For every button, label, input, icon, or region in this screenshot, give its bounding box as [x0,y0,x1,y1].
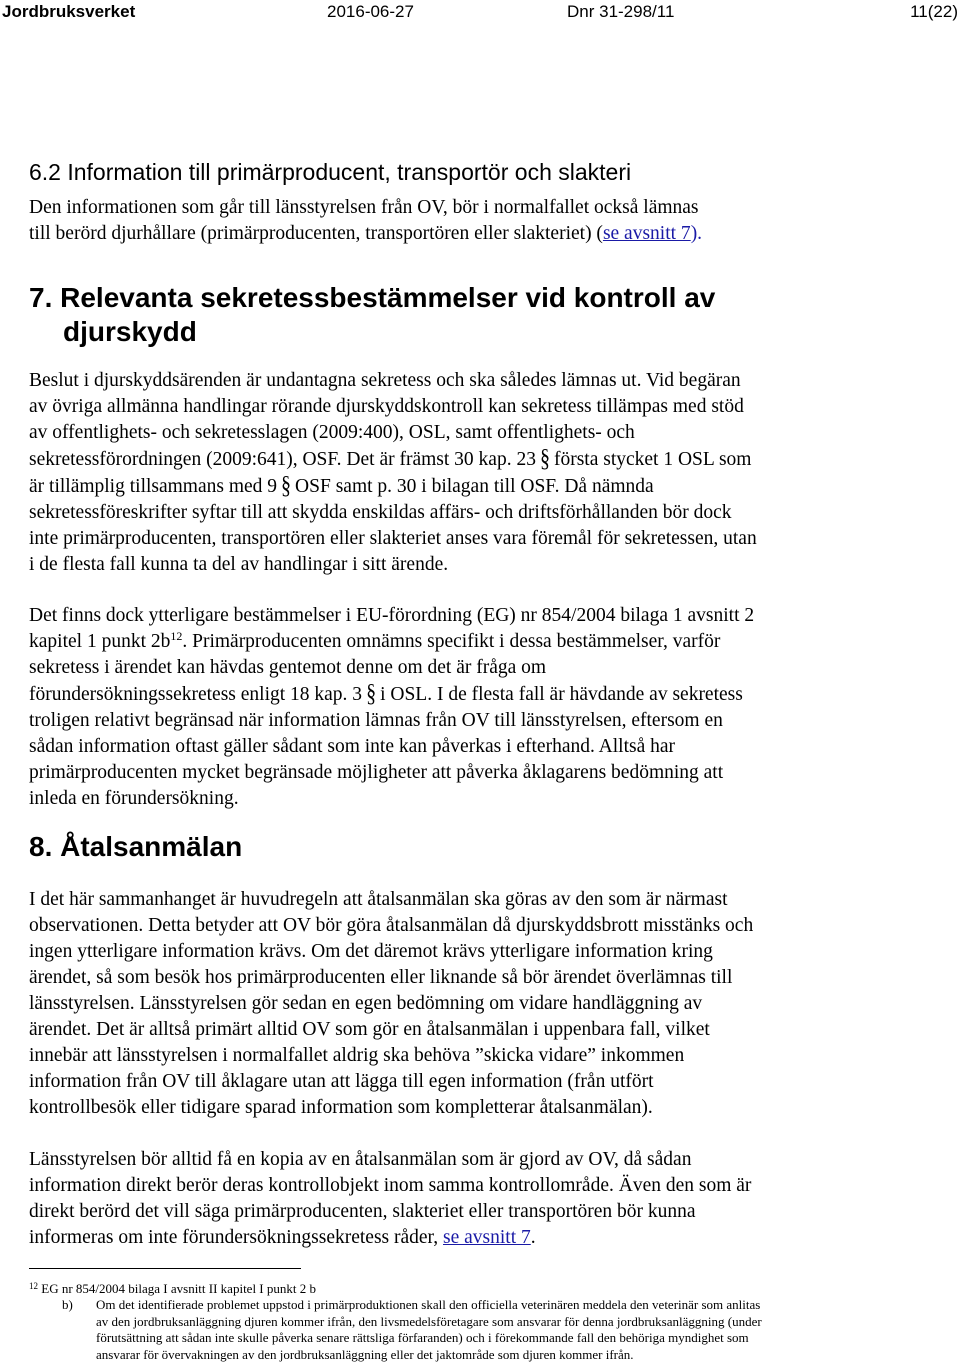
header-org: Jordbruksverket [2,2,136,21]
paragraph-line: Beslut i djurskyddsärenden är undantagna sekretess och ska således lämnas ut. Vid begäran [29,370,741,391]
paragraph-line: I det här sammanhanget är huvudregeln att åtalsanmälan ska göras av den som är närmast [29,889,728,910]
paragraph-line: ärendet, så som besök hos primärproducenten eller liknande så bör ärendet överlämnas till [29,967,733,988]
header-page-number: 11(22) [910,2,958,21]
paragraph-line: sekretessföreskrifter syftar till att skydda enskildas affärs- och driftsförhållanden bör dock [29,502,732,523]
section-8-heading [29,830,242,864]
paragraph-line: information direkt berör deras kontrollobjekt inom samma kontrollområde. Även den som är [29,1175,752,1196]
footnote-12 [29,1281,316,1298]
paragraph-line: av övriga allmänna handlingar rörande djurskyddskontroll kan sekretess tillämpas med stöd [29,396,744,417]
paragraph-line: ärendet. Det är alltså primärt alltid OV som gör en åtalsanmälan i uppenbara fall, vilket [29,1019,710,1040]
section-symbol: § [366,680,377,708]
paragraph-line [29,1225,751,1251]
paragraph-line: av offentlighets- och sekretesslagen (2009:400), OSL, samt offentlighets- och [29,422,635,443]
paragraph-line: kontrollbesök eller tidigare sparad information som kompletterar åtalsanmälan). [29,1097,653,1118]
text-run: till berörd djurhållare (primärproducenten, transportören eller slakteriet) ( [29,223,603,244]
section-8-paragraph-2 [29,1147,751,1251]
text-run: i OSL. I de flesta fall är hävdande av sekretess [380,684,743,705]
text-run: är tillämplig tillsammans med 9 [29,476,278,497]
paragraph-line: sekretess i ärendet kan hävdas gentemot denne om det är fråga om [29,657,547,678]
paragraph-line: information från OV till åklagare utan att lägga till egen information (från utfört [29,1071,654,1092]
header-date: 2016-06-27 [327,2,414,21]
paragraph-line: länsstyrelsen. Länsstyrelsen gör sedan en egen bedömning om vidare handläggning av [29,993,703,1014]
section-8-paragraph-1 [29,887,753,1121]
section-symbol: § [281,472,292,500]
header-dnr: Dnr 31-298/11 [567,2,675,21]
paragraph-line: Länsstyrelsen bör alltid få en kopia av en åtalsanmälan som är gjord av OV, då sådan [29,1149,692,1170]
footnote-item-text [96,1297,916,1363]
footnote-line: Om det identifierade problemet uppstod i primärproduktionen skall den officiella veterinären meddela den veterinär som anlitas [96,1297,761,1312]
footnote-number: 12 [29,1281,38,1291]
section-symbol: § [539,445,550,473]
paragraph-line: ingen ytterligare information krävs. Om det däremot krävs ytterligare information kring [29,941,713,962]
link-see-section-7[interactable]: se avsnitt 7 [602,223,691,244]
paragraph-line: i de flesta fall kunna ta del av handlingar i sitt ärende. [29,554,449,575]
section-7-paragraph-2 [29,603,754,812]
section-7-paragraph-1 [29,368,757,578]
text-run: informeras om inte förundersökningssekretess råder, [29,1227,444,1248]
paragraph-line: direkt berörd det vill säga primärproducenten, slakteriet eller transportören bör kunna [29,1201,696,1222]
text-run: sekretessförordningen (2009:641), OSF. Det är främst 30 kap. 23 [29,449,536,470]
heading-line: 7. Relevanta sekretessbestämmelser vid kontroll av [29,282,716,313]
paragraph-line [29,681,754,708]
text-run: . Primärproducenten omnämns specifikt i dessa bestämmelser, varför [182,631,721,652]
text-run: OSF samt p. 30 i bilagan till OSF. Då nämnda [295,476,654,497]
footnote-line: förutsättning att sådan inte skulle påverka senare rättsliga förfaranden) och i förekommande fall den behöriga myndighet som [96,1330,749,1345]
text-run: . [530,1227,536,1248]
heading-line: 8. Åtalsanmälan [29,831,243,862]
paragraph-line: observationen. Detta betyder att OV bör göra åtalsanmälan då djurskyddsbrott misstänks och [29,915,754,936]
footnote-item-label: b) [62,1297,73,1312]
paragraph-line: inte primärproducenten, transportören eller slakteriet anses vara föremål för sekretessen, utan [29,528,757,549]
heading-line: djurskydd [63,316,197,347]
paragraph-line [29,221,702,247]
paragraph-line [29,473,757,500]
text-run: kapitel 1 punkt 2b [29,631,171,652]
paragraph-line: sådan information oftast gäller sådant som inte kan påverkas i efterhand. Alltså har [29,736,676,757]
paragraph-line: Det finns dock ytterligare bestämmelser i EU-förordning (EG) nr 854/2004 bilaga 1 avsnitt 2 [29,605,755,626]
footnote-text: EG nr 854/2004 bilaga I avsnitt II kapitel I punkt 2 b [41,1281,317,1296]
section-6-2-paragraph [29,195,702,247]
footnote-reference[interactable]: 12 [170,629,183,643]
paragraph-line [29,446,757,473]
section-7-heading [29,281,715,349]
paragraph-line: inleda en förundersökning. [29,788,239,809]
text-run: första stycket 1 OSL som [553,449,752,470]
footnote-line: av den jordbruksanläggning djuren kommer ifrån, den livsmedelsföretagare som ansvarar för denna jordbruksanläggning (under [96,1313,762,1329]
text-run: ). [690,223,703,244]
paragraph-line [29,629,754,655]
link-see-section-7[interactable]: se avsnitt 7 [443,1227,531,1248]
section-6-2-heading: 6.2 Information till primärproducent, transportör och slakteri [29,159,632,185]
paragraph-line: troligen relativt begränsad när information lämnas från OV till länsstyrelsen, eftersom en [29,710,723,731]
footnote-line: ansvarar för övervakningen av den jordbruksanläggning eller det jaktområde som djuren kommer ifrån. [96,1346,634,1362]
paragraph-line: innebär att länsstyrelsen i normalfallet aldrig ska behöva ”skicka vidare” inkommen [29,1045,685,1066]
paragraph-line: Den informationen som går till länsstyrelsen från OV, bör i normalfallet också lämnas [29,197,699,218]
paragraph-line: primärproducenten mycket begränsade möjligheter att påverka åklagarens bedömning att [29,762,724,783]
footnote-divider [29,1268,301,1269]
text-run: förundersökningssekretess enligt 18 kap. 3 [29,684,363,705]
